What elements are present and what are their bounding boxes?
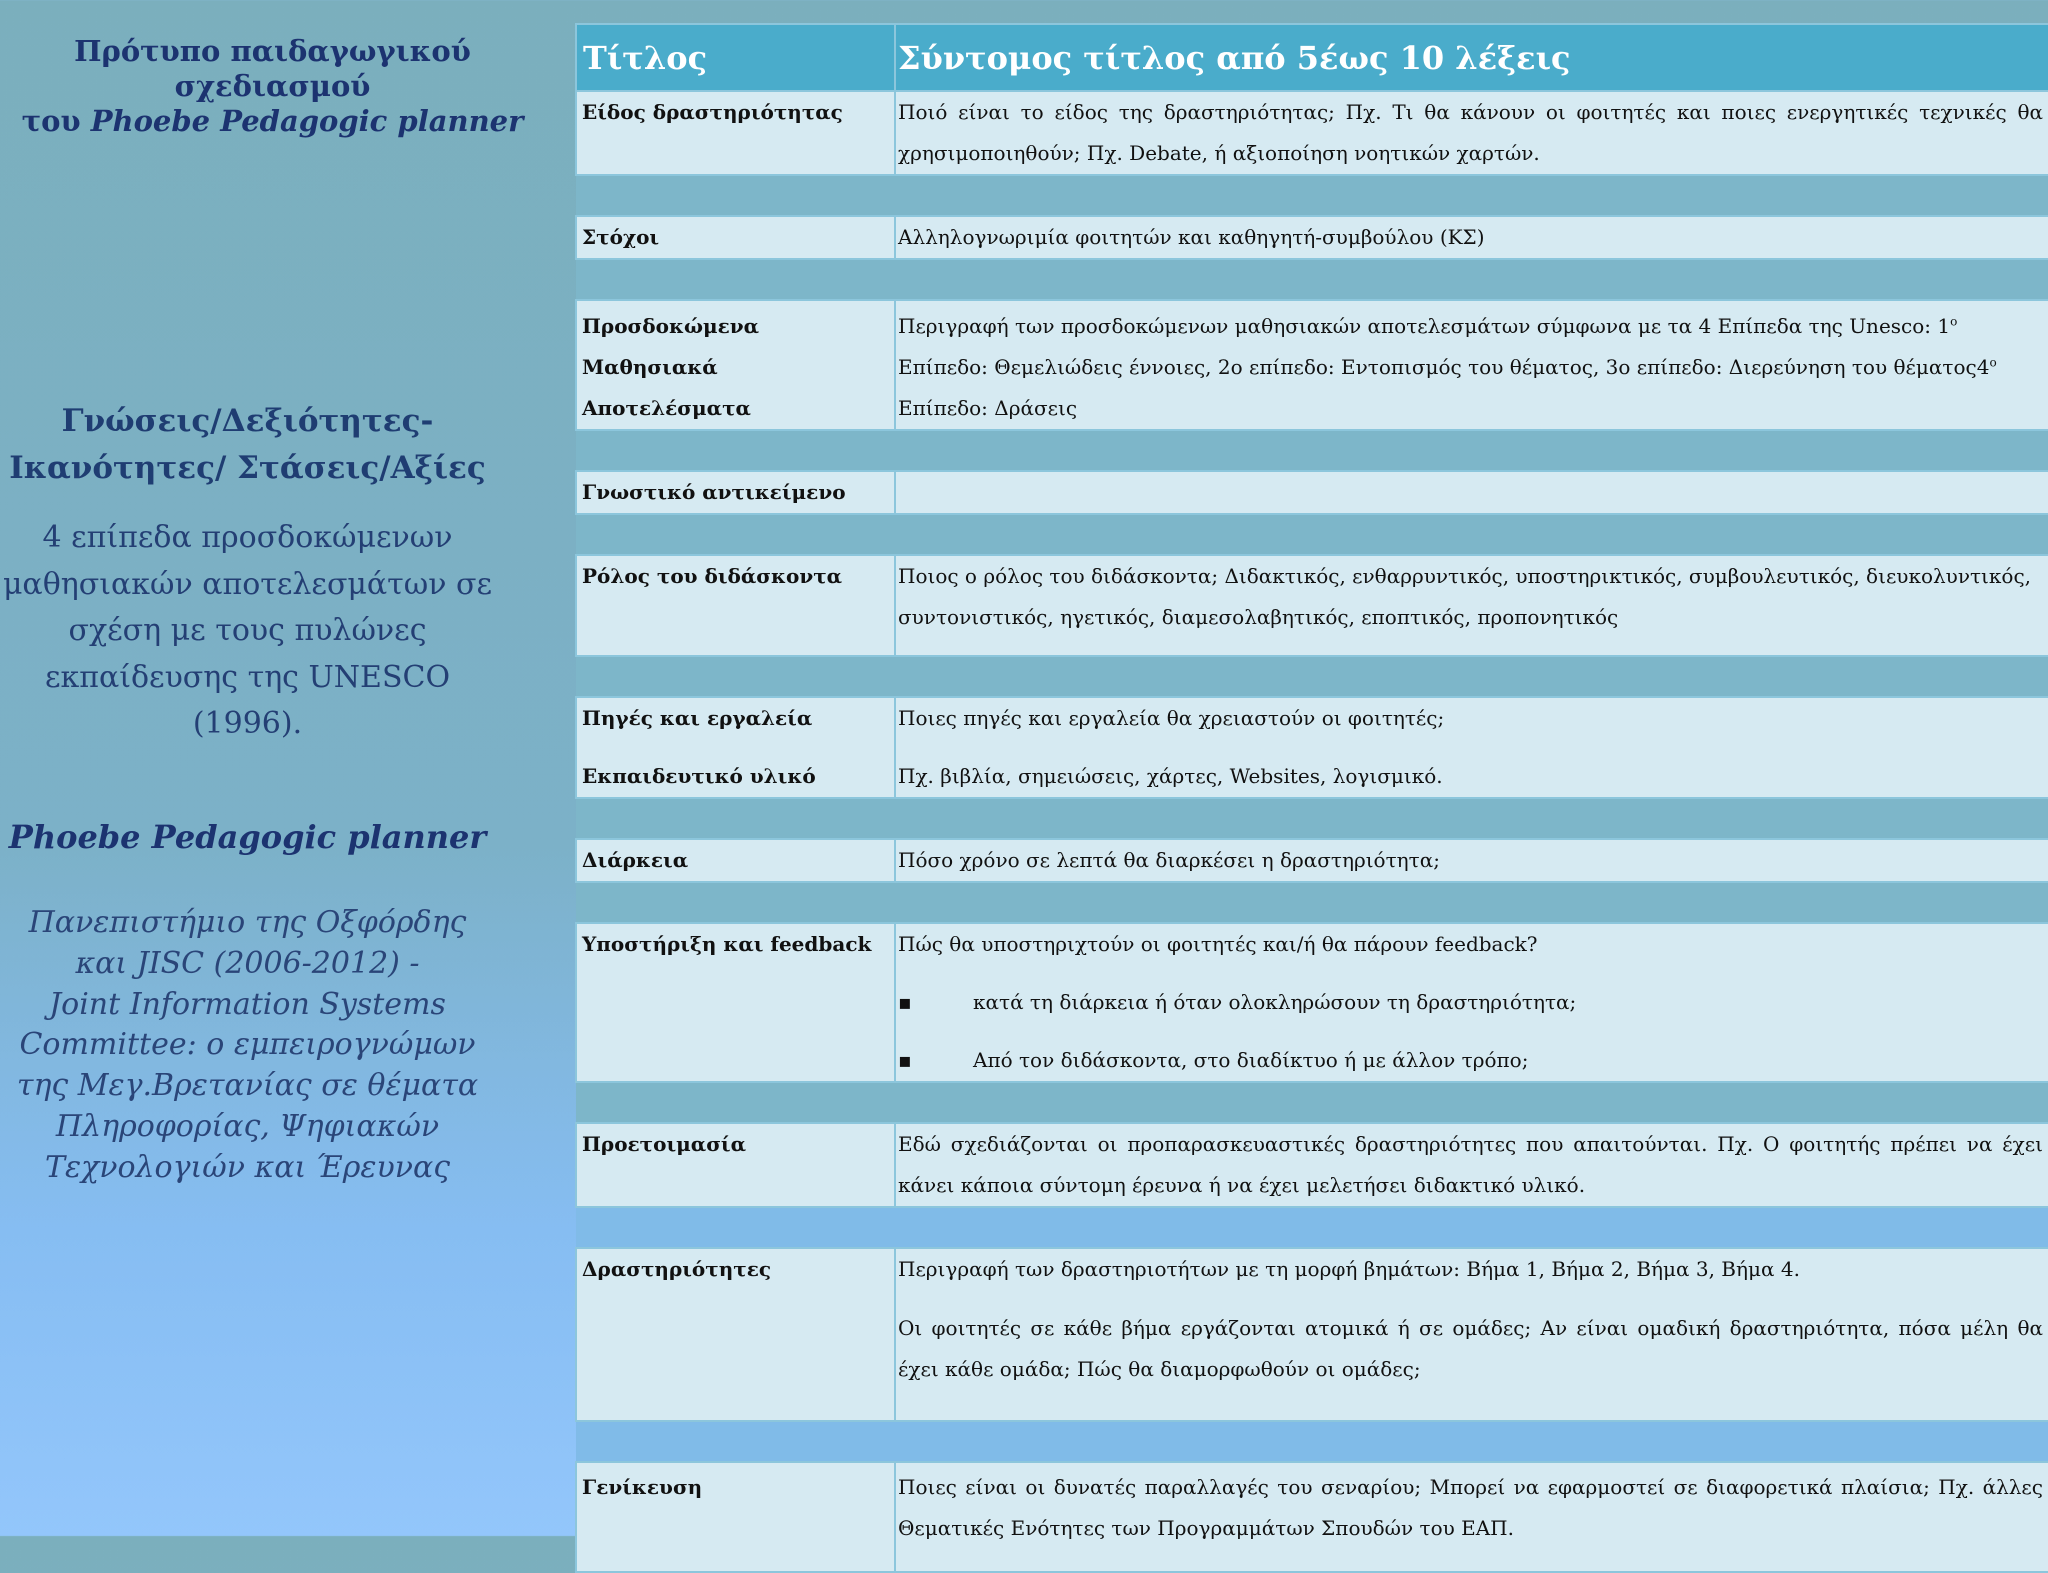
sidebar-subheading-line1: Γνώσεις/Δεξιότητες- <box>61 403 434 439</box>
sources-text-1: Ποιες πηγές και εργαλεία θα χρειαστούν οι φοιτητές; <box>898 706 1445 730</box>
support-bullet-item <box>898 982 2043 1023</box>
sidebar-title <box>0 34 545 138</box>
table-row <box>576 923 2048 1082</box>
row-spacer <box>576 430 2048 471</box>
sidebar-subheading <box>0 398 495 491</box>
sidebar-title-line2 <box>0 104 545 139</box>
support-text: Πώς θα υποστηριχτούν οι φοιτητές και/ή θα πάρουν feedback? <box>898 932 1538 956</box>
row-text-subject <box>895 471 2048 514</box>
outcomes-text-part: Επίπεδο: Θεμελιώδεις έννοιες, 2ο επίπεδο: Εντοπισμός του θέματος, 3ο επίπεδο: Διερεύνηση του θέματος4 <box>898 355 1990 379</box>
table-row <box>576 216 2048 259</box>
sidebar-title-italic: Phoebe Pedagogic planner <box>90 103 524 138</box>
row-label-support: Υποστήριξη και feedback <box>576 923 895 1082</box>
header-label: Τίτλος <box>576 24 895 91</box>
sources-label-2: Εκπαιδευτικό υλικό <box>582 764 816 788</box>
sidebar-university: Πανεπιστήμιο της Οξφόρδης και JISC (2006-2012) - Joint Information Systems Committee: ο εμπειρογνώμων της Μεγ.Βρετανίας σε θέματα Πληροφορίας, Ψηφιακών Τεχνολογιών και Έρευνας <box>16 905 479 1185</box>
row-text-activities <box>895 1248 2048 1421</box>
row-label-teacher: Ρόλος του διδάσκοντα <box>576 555 895 656</box>
row-spacer <box>576 798 2048 839</box>
table-row <box>576 1248 2048 1421</box>
row-spacer <box>576 259 2048 300</box>
row-text-outcomes <box>895 300 2048 430</box>
table-row <box>576 471 2048 514</box>
row-label-type: Είδος δραστηριότητας <box>576 91 895 175</box>
sources-text-2: Πχ. βιβλία, σημειώσεις, χάρτες, Websites, λογισμικό. <box>898 764 1443 788</box>
row-spacer <box>576 1207 2048 1248</box>
table-row <box>576 555 2048 656</box>
sidebar-title-prefix: του <box>21 103 81 138</box>
outcomes-text-part: Περιγραφή των προσδοκώμενων μαθησιακών αποτελεσμάτων σύμφωνα με τα 4 Επίπεδα της Unesco: 1 <box>898 314 1951 338</box>
activities-text-1: Περιγραφή των δραστηριοτήτων με τη μορφή βημάτων: Βήμα 1, Βήμα 2, Βήμα 3, Βήμα 4. <box>898 1257 1800 1281</box>
row-label-activities: Δραστηριότητες <box>576 1248 895 1421</box>
row-text-general: Ποιες είναι οι δυνατές παραλλαγές του σεναρίου; Μπορεί να εφαρμοστεί σε διαφορετικά πλαίσια; Πχ. άλλες Θεματικές Ενότητες των Προγραμμάτων Σπουδών του ΕΑΠ. <box>895 1462 2048 1572</box>
sidebar-planner: Phoebe Pedagogic planner <box>8 818 487 856</box>
activities-text-2: Οι φοιτητές σε κάθε βήμα εργάζονται ατομικά ή σε ομάδες; Αν είναι ομαδική δραστηριότητα, πόσα μέλη θα έχει κάθε ομάδα; Πώς θα διαμορφωθούν οι ομάδες; <box>898 1316 2043 1381</box>
row-label-duration: Διάρκεια <box>576 839 895 882</box>
row-label-subject: Γνωστικό αντικείμενο <box>576 471 895 514</box>
sidebar-title-line1: Πρότυπο παιδαγωγικού σχεδιασμού <box>74 34 471 103</box>
table-row <box>576 839 2048 882</box>
sidebar <box>0 0 560 1536</box>
table-row <box>576 1123 2048 1207</box>
row-text-prep: Εδώ σχεδιάζονται οι προπαρασκευαστικές δραστηριότητες που απαιτούνται. Πχ. Ο φοιτητής πρέπει να έχει κάνει κάποια σύντομη έρευνα ή να έχει μελετήσει διδακτικό υλικό. <box>895 1123 2048 1207</box>
bullet-mark: ▪ <box>898 1048 912 1072</box>
table-row <box>576 91 2048 175</box>
row-text-teacher: Ποιος ο ρόλος του διδάσκοντα; Διδακτικός, ενθαρρυντικός, υποστηρικτικός, συμβουλευτικός, διευκολυντικός, συντονιστικός, ηγετικός, διαμεσολαβητικός, εποπτικός, προπονητικός <box>895 555 2048 656</box>
row-label-goals: Στόχοι <box>576 216 895 259</box>
table-row <box>576 300 2048 430</box>
row-spacer <box>576 1421 2048 1462</box>
header-value: Σύντομος τίτλος από 5έως 10 λέξεις <box>895 24 2048 91</box>
row-label-prep: Προετοιμασία <box>576 1123 895 1207</box>
row-spacer <box>576 656 2048 697</box>
sidebar-paragraph: 4 επίπεδα προσδοκώμενων μαθησιακών αποτελεσμάτων σε σχέση με τους πυλώνες εκπαίδευσης της UNESCO (1996). <box>2 520 493 741</box>
planner-table <box>575 23 2048 1573</box>
outcomes-text-part: Επίπεδο: Δράσεις <box>898 396 1078 420</box>
row-text-type: Ποιό είναι το είδος της δραστηριότητας; Πχ. Τι θα κάνουν οι φοιτητές και ποιες ενεργητικές τεχνικές θα χρησιμοποιηθούν; Πχ. Debate, ή αξιοποίηση νοητικών χαρτών. <box>895 91 2048 175</box>
row-label-general: Γενίκευση <box>576 1462 895 1572</box>
bullet-mark: ▪ <box>898 990 912 1014</box>
outcomes-superscript: ο <box>1950 314 1958 329</box>
table-header-row <box>576 24 2048 91</box>
row-spacer <box>576 175 2048 216</box>
row-text-support <box>895 923 2048 1082</box>
row-text-sources <box>895 697 2048 798</box>
support-bullet-item <box>898 1040 2043 1081</box>
table-row <box>576 697 2048 798</box>
row-text-goals: Αλληλογνωριμία φοιτητών και καθηγητή-συμβούλου (ΚΣ) <box>895 216 2048 259</box>
row-spacer <box>576 1082 2048 1123</box>
sources-label-1: Πηγές και εργαλεία <box>582 706 813 730</box>
outcomes-superscript: ο <box>1989 355 1997 370</box>
row-label-sources <box>576 697 895 798</box>
support-bullet-text: Από τον διδάσκοντα, στο διαδίκτυο ή με άλλον τρόπο; <box>973 1048 1529 1072</box>
row-spacer <box>576 882 2048 923</box>
row-spacer <box>576 514 2048 555</box>
table-row <box>576 1462 2048 1572</box>
sidebar-subheading-line2: Ικανότητες/ Στάσεις/Αξίες <box>9 449 486 486</box>
row-label-outcomes: Προσδοκώμενα Μαθησιακά Αποτελέσματα <box>576 300 895 430</box>
row-text-duration: Πόσο χρόνο σε λεπτά θα διαρκέσει η δραστηριότητα; <box>895 839 2048 882</box>
support-bullet-text: κατά τη διάρκεια ή όταν ολοκληρώσουν τη δραστηριότητα; <box>973 990 1577 1014</box>
